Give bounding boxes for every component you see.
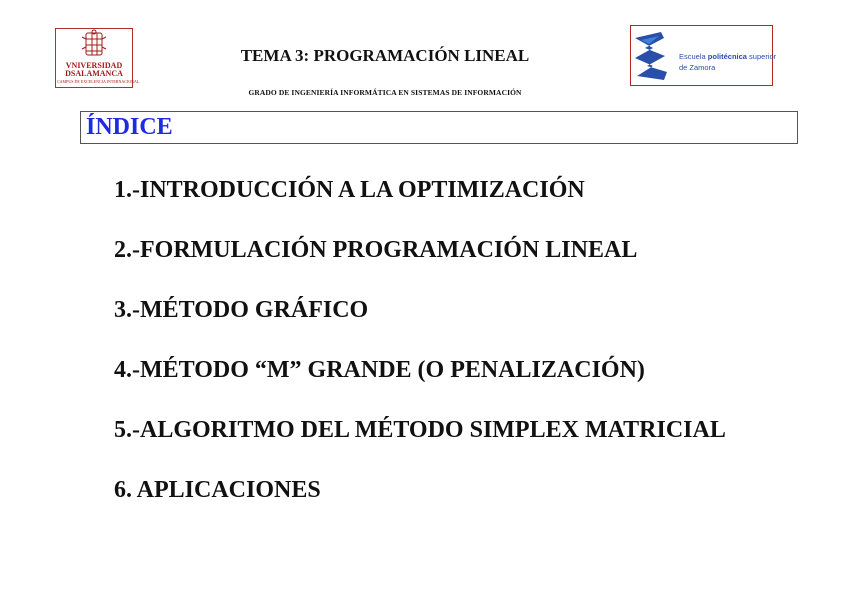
table-of-contents: [114, 174, 726, 534]
logo-left-line1: VNIVERSIDAD: [65, 61, 123, 70]
logo-left-line2: DSALAMANCA: [65, 69, 123, 78]
page-subtitle: GRADO DE INGENIERÍA INFORMÁTICA EN SISTEMAS DE INFORMACIÓN: [248, 88, 522, 97]
toc-item[interactable]: 1.-INTRODUCCIÓN A LA OPTIMIZACIÓN: [114, 177, 585, 203]
cropped-header-strip: [0, 0, 848, 6]
toc-item[interactable]: 4.-MÉTODO “M” GRANDE (O PENALIZACIÓN): [114, 357, 645, 383]
index-heading: ÍNDICE: [86, 114, 173, 140]
escuela-politecnica-zamora-logo: [630, 25, 777, 86]
toc-item[interactable]: 3.-MÉTODO GRÁFICO: [114, 297, 369, 323]
logo-left-line3: CAMPUS DE EXCELENCIA INTERNACIONAL: [57, 79, 140, 84]
index-heading-box: [80, 111, 798, 144]
toc-item[interactable]: 5.-ALGORITMO DEL MÉTODO SIMPLEX MATRICIAL: [114, 417, 726, 443]
toc-item[interactable]: 6. APLICACIONES: [114, 477, 321, 503]
page-title: TEMA 3: PROGRAMACIÓN LINEAL: [240, 46, 530, 65]
toc-item[interactable]: 2.-FORMULACIÓN PROGRAMACIÓN LINEAL: [114, 237, 638, 263]
logo-right-line2: de Zamora: [679, 63, 716, 72]
universidad-salamanca-logo: [55, 28, 140, 88]
logo-right-line1: Escuela politécnica superior: [679, 52, 777, 61]
university-seal-icon: [56, 29, 132, 63]
